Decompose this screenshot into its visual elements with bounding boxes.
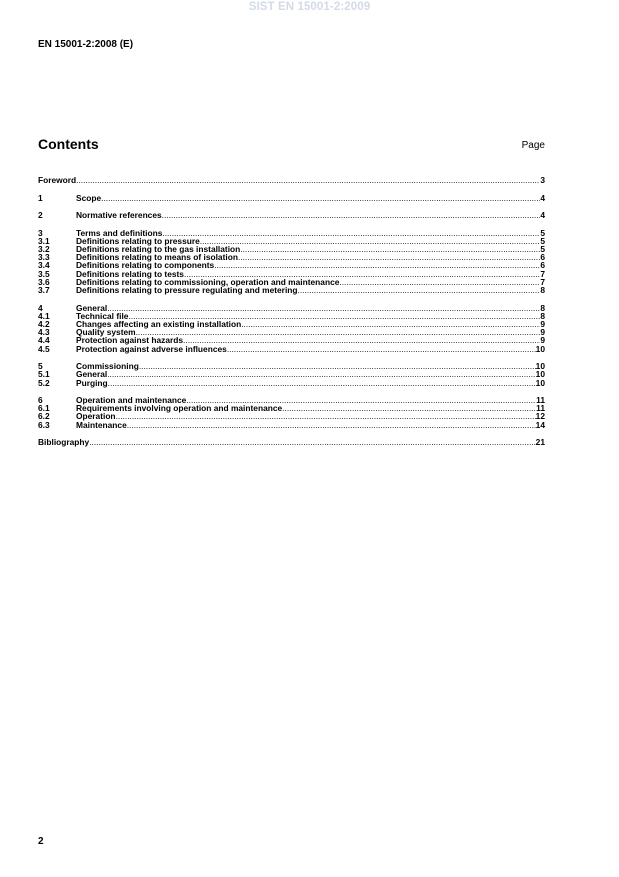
toc-entry-page: 10 — [535, 377, 545, 388]
toc-leader — [282, 404, 536, 412]
toc-entry-title: Normative references — [76, 210, 162, 221]
toc-leader — [183, 336, 540, 344]
toc-leader — [136, 328, 541, 336]
toc-leader — [241, 320, 540, 328]
toc-leader — [101, 194, 540, 202]
toc-entry-number: 4.4 — [38, 335, 50, 346]
toc-leader — [227, 345, 536, 353]
toc-leader — [200, 237, 541, 245]
toc-entry-page: 5 — [540, 244, 545, 255]
toc-entry-page: 8 — [540, 302, 545, 313]
toc-entry-title: General — [76, 302, 108, 313]
toc-entry-title: Foreword — [38, 175, 77, 185]
toc-entry-page: 8 — [540, 310, 545, 321]
toc-entry-title: Definitions relating to means of isolation — [76, 252, 238, 263]
toc-entry[interactable] — [38, 362, 545, 370]
toc-entry-title: General — [76, 369, 108, 380]
toc-entry-number: 3.4 — [38, 260, 50, 271]
toc-leader — [108, 379, 536, 387]
toc-leader — [298, 286, 541, 294]
toc-entry-number: 4.5 — [38, 343, 50, 354]
toc-leader — [107, 304, 540, 312]
toc-entry-title: Technical file — [76, 310, 129, 321]
toc-leader — [89, 438, 535, 446]
toc-entry-page: 5 — [540, 227, 545, 238]
toc-entry-number: 5.2 — [38, 377, 50, 388]
toc-entry-page: 4 — [540, 192, 545, 203]
toc-leader — [116, 412, 536, 420]
toc-leader — [76, 176, 540, 184]
page-column-label: Page — [521, 140, 545, 151]
toc-entry[interactable] — [38, 194, 545, 202]
toc-entry-number: 4 — [38, 302, 43, 313]
toc-leader — [339, 278, 540, 286]
toc-entry[interactable] — [38, 421, 545, 429]
toc-entry-page: 6 — [540, 260, 545, 271]
toc-entry-number: 3.6 — [38, 276, 50, 287]
toc-entry-title: Changes affecting an existing installation — [76, 319, 242, 329]
toc-entry-page: 9 — [540, 327, 545, 338]
toc-entry-title: Scope — [76, 192, 102, 203]
toc-entry[interactable] — [38, 211, 545, 219]
toc-entry-number: 6.1 — [38, 403, 50, 414]
toc-entry-number: 6.3 — [38, 419, 50, 430]
toc-entry-page: 10 — [535, 343, 545, 354]
toc-entry-number: 3.5 — [38, 268, 50, 279]
toc-entry-page: 9 — [540, 319, 545, 329]
toc-entry-page: 4 — [540, 210, 545, 221]
toc-leader — [162, 211, 541, 219]
toc-entry-number: 3 — [38, 227, 43, 238]
toc-entry[interactable] — [38, 176, 545, 184]
toc-entry-number: 5 — [38, 361, 43, 372]
document-id: EN 15001-2:2008 (E) — [38, 39, 134, 50]
toc-entry-title: Definitions relating to pressure — [76, 235, 200, 246]
toc-entry-page: 7 — [540, 268, 545, 279]
toc-entry[interactable] — [38, 286, 545, 294]
toc-entry-number: 3.3 — [38, 252, 50, 263]
toc-entry[interactable] — [38, 370, 545, 378]
toc-entry-title: Definitions relating to tests — [76, 268, 184, 279]
toc-entry-title: Definitions relating to components — [76, 260, 215, 271]
toc-entry-page: 12 — [535, 411, 545, 422]
toc-leader — [240, 245, 540, 253]
toc-entry-page: 14 — [535, 419, 545, 430]
table-of-contents — [38, 176, 545, 446]
toc-entry-number: 6.2 — [38, 411, 50, 422]
toc-entry-title: Commissioning — [76, 361, 139, 372]
toc-entry-number: 6 — [38, 395, 43, 406]
toc-entry-page: 9 — [540, 335, 545, 346]
toc-entry-number: 4.2 — [38, 319, 50, 329]
toc-entry-title: Bibliography — [38, 437, 90, 448]
toc-entry-title: Purging — [76, 377, 108, 388]
toc-entry-title: Quality system — [76, 327, 136, 338]
toc-entry-page: 5 — [540, 235, 545, 246]
toc-entry-page: 3 — [540, 175, 545, 185]
toc-leader — [107, 370, 535, 378]
toc-entry-title: Operation and maintenance — [76, 395, 187, 406]
toc-entry-number: 2 — [38, 210, 43, 221]
toc-entry-number: 3.7 — [38, 285, 50, 296]
toc-leader — [139, 362, 536, 370]
toc-entry-title: Definitions relating to the gas installation — [76, 244, 241, 255]
toc-entry[interactable] — [38, 379, 545, 387]
toc-entry-title: Definitions relating to pressure regulating and metering — [76, 285, 298, 296]
toc-entry-page: 21 — [535, 437, 545, 448]
toc-entry-title: Requirements involving operation and maintenance — [76, 403, 283, 414]
toc-entry-page: 11 — [536, 395, 545, 406]
toc-entry-page: 10 — [535, 361, 545, 372]
toc-entry-number: 3.2 — [38, 244, 50, 255]
toc-entry-number: 4.3 — [38, 327, 50, 338]
toc-entry[interactable] — [38, 345, 545, 353]
toc-entry-page: 11 — [536, 403, 545, 414]
toc-entry-page: 8 — [540, 285, 545, 296]
watermark: SIST EN 15001-2:2009 — [248, 1, 371, 13]
toc-entry-number: 4.1 — [38, 310, 50, 321]
toc-entry-number: 3.1 — [38, 235, 50, 246]
toc-entry-title: Maintenance — [76, 419, 127, 430]
toc-entry-page: 10 — [535, 369, 545, 380]
toc-entry-page: 7 — [540, 276, 545, 287]
toc-entry-title: Definitions relating to commissioning, operation and maintenance — [76, 276, 340, 287]
page-number: 2 — [38, 836, 44, 847]
contents-heading: Contents — [38, 136, 99, 152]
toc-leader — [127, 421, 536, 429]
toc-entry-title: Protection against hazards — [76, 335, 184, 346]
toc-leader — [214, 261, 540, 269]
toc-leader — [238, 253, 540, 261]
toc-entry[interactable] — [38, 438, 545, 446]
toc-entry-number: 1 — [38, 192, 43, 203]
toc-entry-title: Protection against adverse influences — [76, 343, 227, 354]
toc-leader — [162, 229, 540, 237]
toc-entry-title: Operation — [76, 411, 116, 422]
toc-entry-number: 5.1 — [38, 369, 50, 380]
toc-entry-title: Terms and definitions — [76, 227, 163, 238]
toc-entry-page: 6 — [540, 252, 545, 263]
